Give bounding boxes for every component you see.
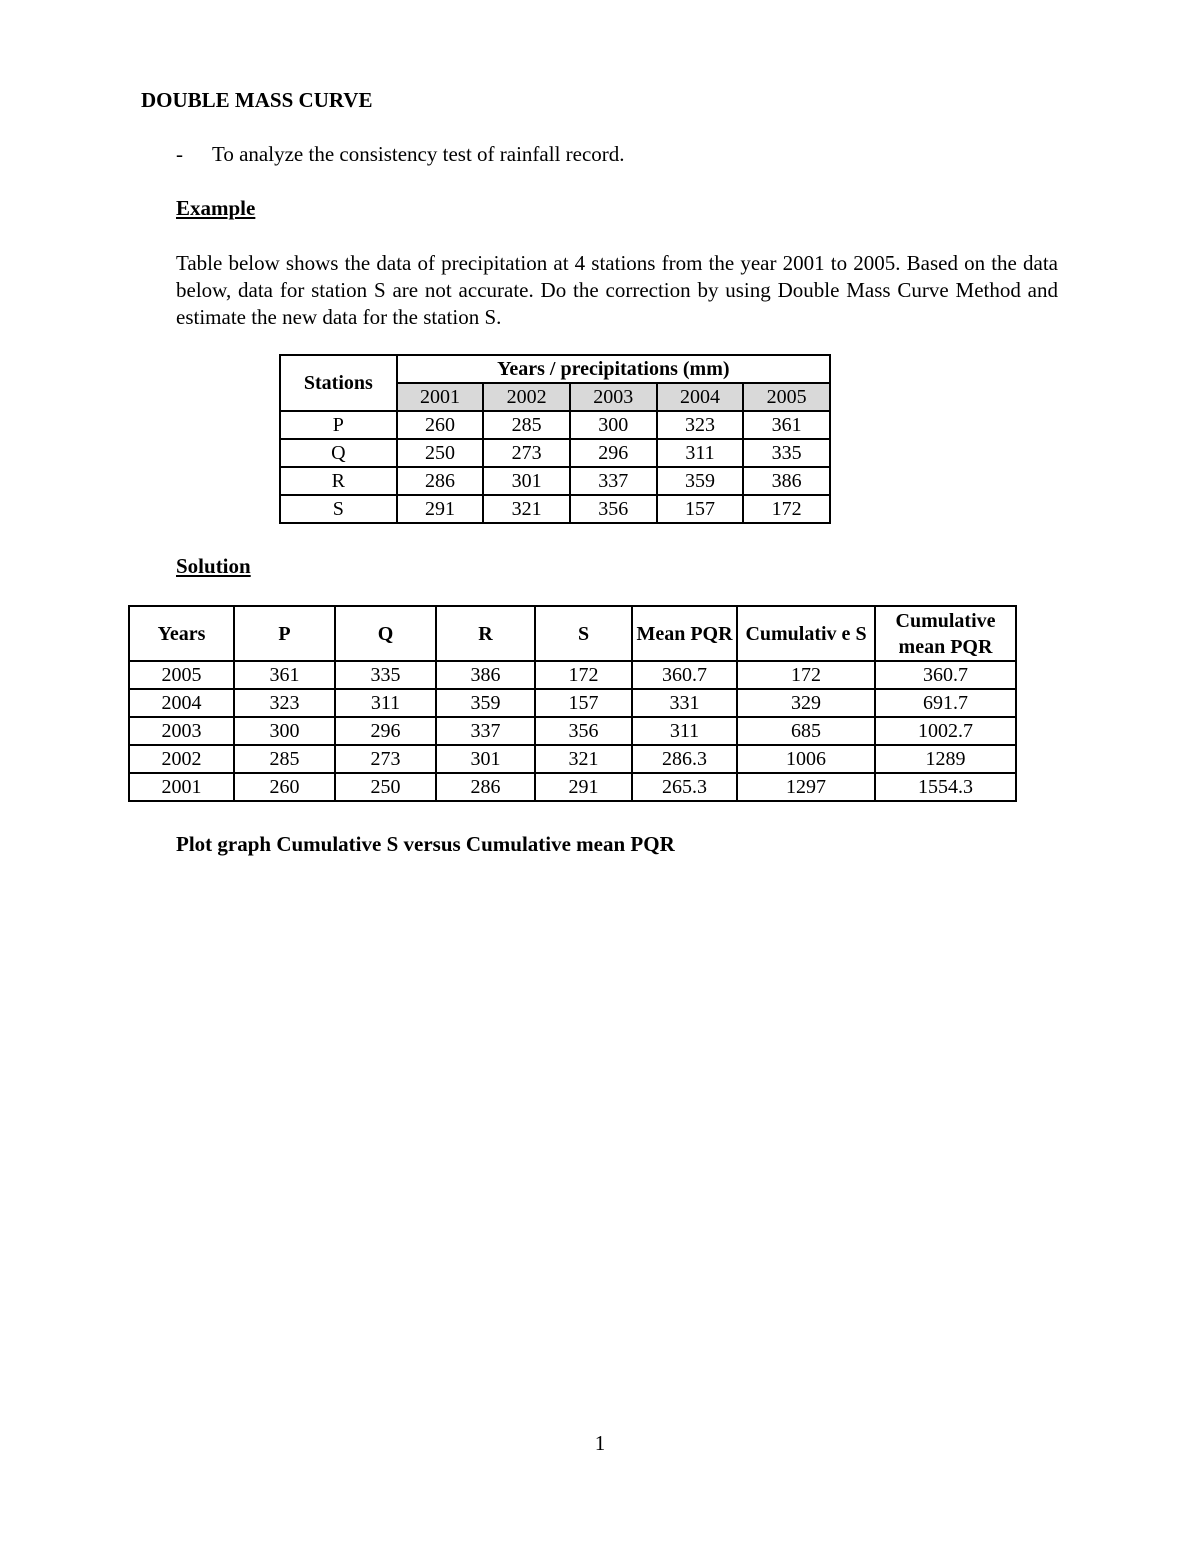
solution-cell: 286.3 xyxy=(632,745,737,773)
solution-table xyxy=(128,605,1017,802)
years-header: Years / precipitations (mm) xyxy=(397,355,830,383)
solution-cell: 300 xyxy=(234,717,335,745)
solution-cell: 1002.7 xyxy=(875,717,1016,745)
solution-cell: 335 xyxy=(335,661,436,689)
value-cell: 296 xyxy=(570,439,657,467)
solution-cell: 273 xyxy=(335,745,436,773)
solution-cell: 361 xyxy=(234,661,335,689)
solution-header-cell: R xyxy=(436,606,535,661)
solution-cell: 2004 xyxy=(129,689,234,717)
bullet-text: To analyze the consistency test of rainfall record. xyxy=(212,142,625,166)
solution-cell: 331 xyxy=(632,689,737,717)
value-cell: 273 xyxy=(483,439,570,467)
table-row xyxy=(280,495,830,523)
year-header-cell: 2002 xyxy=(483,383,570,411)
value-cell: 323 xyxy=(657,411,744,439)
solution-cell: 323 xyxy=(234,689,335,717)
solution-cell: 250 xyxy=(335,773,436,801)
solution-cell: 691.7 xyxy=(875,689,1016,717)
page-number: 1 xyxy=(594,1431,606,1455)
station-cell: S xyxy=(280,495,397,523)
solution-cell: 157 xyxy=(535,689,632,717)
solution-cell: 337 xyxy=(436,717,535,745)
station-cell: R xyxy=(280,467,397,495)
solution-cell: 260 xyxy=(234,773,335,801)
solution-cell: 1297 xyxy=(737,773,875,801)
solution-cell: 1289 xyxy=(875,745,1016,773)
solution-cell: 2005 xyxy=(129,661,234,689)
solution-cell: 296 xyxy=(335,717,436,745)
value-cell: 356 xyxy=(570,495,657,523)
value-cell: 321 xyxy=(483,495,570,523)
value-cell: 260 xyxy=(397,411,484,439)
solution-cell: 172 xyxy=(535,661,632,689)
solution-cell: 386 xyxy=(436,661,535,689)
solution-cell: 321 xyxy=(535,745,632,773)
solution-cell: 311 xyxy=(335,689,436,717)
solution-cell: 1554.3 xyxy=(875,773,1016,801)
station-cell: Q xyxy=(280,439,397,467)
solution-cell: 265.3 xyxy=(632,773,737,801)
table-row xyxy=(280,439,830,467)
value-cell: 335 xyxy=(743,439,830,467)
solution-cell: 360.7 xyxy=(875,661,1016,689)
table-row xyxy=(129,745,1016,773)
solution-title: Solution xyxy=(176,554,251,578)
solution-cell: 2003 xyxy=(129,717,234,745)
solution-header-cell: Cumulativ e S xyxy=(737,606,875,661)
value-cell: 337 xyxy=(570,467,657,495)
example-title: Example xyxy=(176,196,256,220)
solution-cell: 311 xyxy=(632,717,737,745)
precipitation-data-table xyxy=(279,354,831,524)
solution-header-cell: Years xyxy=(129,606,234,661)
year-header-cell: 2004 xyxy=(657,383,744,411)
solution-cell: 360.7 xyxy=(632,661,737,689)
value-cell: 301 xyxy=(483,467,570,495)
value-cell: 386 xyxy=(743,467,830,495)
stations-header: Stations xyxy=(280,355,397,411)
solution-header-cell: Q xyxy=(335,606,436,661)
value-cell: 172 xyxy=(743,495,830,523)
bullet-dash: - xyxy=(176,142,183,166)
value-cell: 361 xyxy=(743,411,830,439)
solution-header-cell: P xyxy=(234,606,335,661)
example-paragraph: Table below shows the data of precipitation at 4 stations from the year 2001 to 2005. Based on the data below, data for station S are not accurate. Do the correction by using Double Mass Curve Method and estimate the new data for the station S. xyxy=(176,251,1058,329)
solution-cell: 329 xyxy=(737,689,875,717)
value-cell: 311 xyxy=(657,439,744,467)
value-cell: 286 xyxy=(397,467,484,495)
value-cell: 291 xyxy=(397,495,484,523)
solution-cell: 1006 xyxy=(737,745,875,773)
value-cell: 250 xyxy=(397,439,484,467)
table-row xyxy=(129,661,1016,689)
value-cell: 285 xyxy=(483,411,570,439)
solution-cell: 359 xyxy=(436,689,535,717)
station-cell: P xyxy=(280,411,397,439)
value-cell: 300 xyxy=(570,411,657,439)
solution-cell: 685 xyxy=(737,717,875,745)
solution-header-cell: S xyxy=(535,606,632,661)
year-header-cell: 2003 xyxy=(570,383,657,411)
solution-cell: 286 xyxy=(436,773,535,801)
solution-cell: 285 xyxy=(234,745,335,773)
table-row xyxy=(280,411,830,439)
year-header-cell: 2005 xyxy=(743,383,830,411)
solution-cell: 172 xyxy=(737,661,875,689)
year-header-cell: 2001 xyxy=(397,383,484,411)
table-row xyxy=(129,773,1016,801)
value-cell: 359 xyxy=(657,467,744,495)
plot-instruction: Plot graph Cumulative S versus Cumulative mean PQR xyxy=(176,832,675,856)
table-row xyxy=(129,689,1016,717)
solution-cell: 301 xyxy=(436,745,535,773)
solution-header-cell: Cumulative mean PQR xyxy=(875,606,1016,661)
solution-cell: 291 xyxy=(535,773,632,801)
table-row xyxy=(280,467,830,495)
solution-header-cell: Mean PQR xyxy=(632,606,737,661)
value-cell: 157 xyxy=(657,495,744,523)
solution-cell: 2002 xyxy=(129,745,234,773)
solution-cell: 2001 xyxy=(129,773,234,801)
solution-cell: 356 xyxy=(535,717,632,745)
page-heading: DOUBLE MASS CURVE xyxy=(141,88,373,112)
table-row xyxy=(129,717,1016,745)
